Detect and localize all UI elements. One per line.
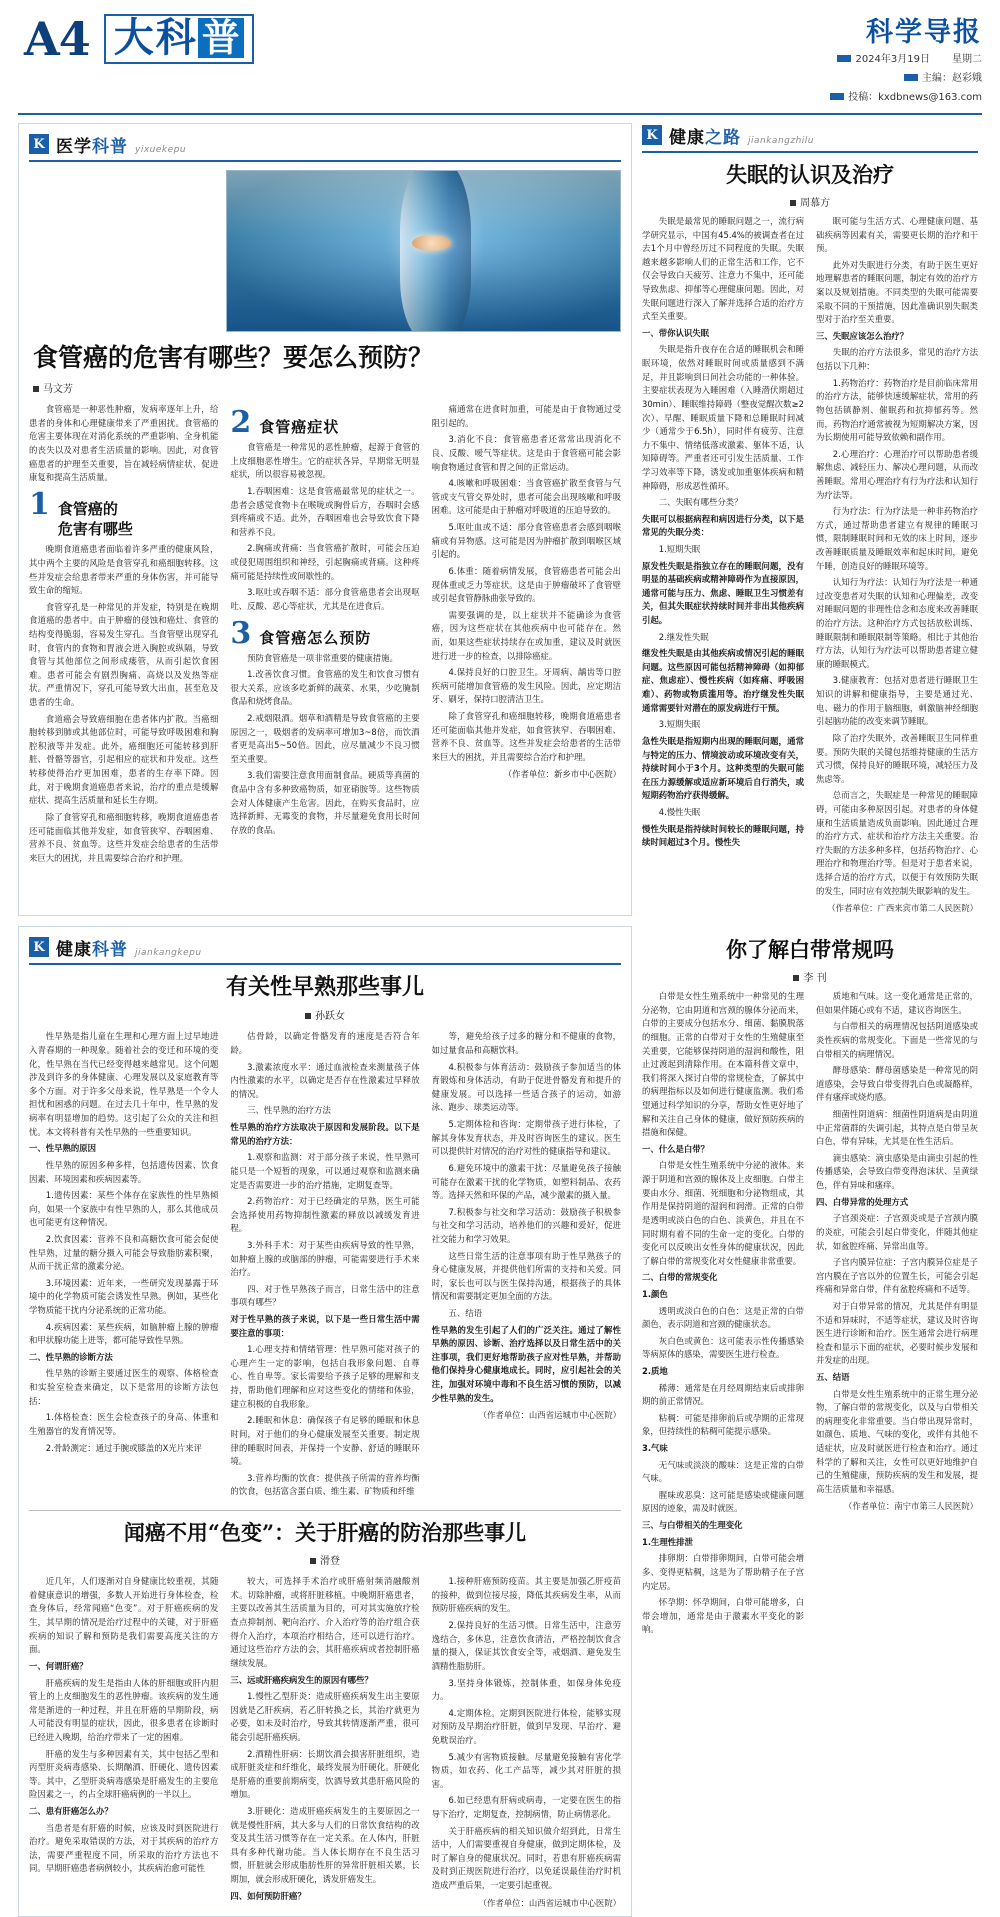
- paragraph: 肝癌疾病的发生是指由人体的肝细胞或肝内胆管上的上皮细胞发生的恶性肿瘤。该疾病的发生通常是渐进的一种过程，并且在肝癌的早期阶段，病人可能没有明显的症状，因此，很多患者在诊断时已经进入晚期，给治疗带来了一定的困难。: [29, 1677, 219, 1742]
- paragraph: 2.胸痛或背痛：当食管癌扩散时，可能会压迫或侵犯周围组织和神经，引起胸痛或背痛。这种疼痛可能是持续性或间歇性的。: [230, 543, 420, 581]
- paragraph: 透明或淡白色的白色：这是正常的白带颜色，表示阴道和宫颈的健康状态。: [642, 1305, 804, 1330]
- paragraph: 1.吞咽困难：这是食管癌最常见的症状之一。患者会感觉食物卡在喉咙或胸骨后方，吞咽时会感到疼痛或不适。此外，吞咽困难也会导致饮食下降和营养不良。: [230, 486, 420, 537]
- paragraph: 4.慢性失眠: [658, 806, 701, 817]
- masthead-meta-1: [830, 50, 982, 69]
- article2-headline: 失眠的认识及治疗: [726, 161, 894, 187]
- subheading: 失眠可以根据病程和病因进行分类，以下是常见的失眠分类：: [642, 513, 804, 538]
- paragraph: 6.如已经患有肝病或病毒，一定要在医生的指导下治疗，定期复查，控制病情，防止病情恶化。: [431, 1795, 621, 1819]
- article-leukorrhea: [642, 926, 978, 1917]
- top-block: [18, 123, 982, 916]
- article4-source: （作者单位：山西省运城市中心医院）: [478, 1897, 621, 1908]
- paragraph: 2.保持良好的生活习惯。日常生活中，注意劳逸结合，多休息，注意饮食清洁，严格控制饮食含量的摄入，保证其饮食安全等，戒烟酒、避免发生酒精性脂肪肝。: [431, 1620, 621, 1671]
- paragraph: 3.激素浓度水平：通过血液检查来测量孩子体内性激素的水平，以确定是否存在性激素过早释放的情况。: [230, 1061, 420, 1099]
- section-title: [56, 132, 128, 157]
- k-badge-icon: K: [29, 134, 49, 154]
- paragraph: 白带是女性生殖系统中分泌的液体。来源于阴道和宫颈的腺体及上皮细胞。白带主要由水分、细菌、死细胞和分泌物组成，其作用是保持阴道的湿润和润滑。正常的白带是透明或淡白色的白色、淡黄色，并且在不同时期有着不同的生命一定的变化。白带的变化可以反映出女性身体的健康状况，因此了解白带的常规变化对女性健康非常重要。: [642, 1160, 804, 1266]
- paragraph: 5.定期体检和咨询：定期带孩子进行体检，了解其身体发育状态，并及时咨询医生的建议。医生可以提供针对情况的治疗对性的健康指导和建议。: [431, 1119, 621, 1157]
- paragraph: 6.体重：随着病情发展，食管癌患者可能会出现体重或乏力等症状。这是由于肿瘤破坏了食管壁或引起食管静脉曲张导致的。: [431, 565, 621, 604]
- subheading: 一、带你认识失眠: [642, 327, 709, 338]
- masthead-meta-3: [830, 88, 982, 107]
- logo-char-3: 普: [198, 18, 244, 58]
- paragraph: 性早熟的原因多种多样，包括遗传因素、饮食因素、环境因素和疾病因素等。: [29, 1159, 219, 1184]
- subheading: 3.气味: [642, 1443, 668, 1454]
- subheading: 三、远或肝癌疾病发生的原因有哪些？: [230, 1674, 373, 1685]
- article1-h2-title: 食管癌症状: [259, 418, 340, 437]
- section-title-a: 健康: [669, 127, 705, 148]
- paragraph: 6.避免环境中的激素干扰：尽量避免孩子接触可能存在激素干扰的化学物质，如塑料制品、农药等。选择天然和环保的产品，减少激素的摄入量。: [431, 1162, 621, 1201]
- byline-square-icon: [33, 386, 39, 392]
- paragraph: 5.减少有害物质接触。尽量避免接触有害化学物质，如农药、化工产品等，减少其对肝脏的损害。: [431, 1751, 621, 1789]
- article1-lead: [29, 403, 218, 485]
- paragraph: 2.睡眠和休息：确保孩子有足够的睡眠和休息时间，对于他们的身心健康发展至关重要。制定规律的睡眠时间表，并保持一个安静、舒适的睡眠环境。: [230, 1415, 420, 1467]
- paragraph: 关于肝癌疾病的相关知识做介绍到此，日常生活中，人们需要重视自身健康，做到定期体检，及时了解自身的健康状况。同时，若患有肝癌疾病需及时到正规医院进行治疗，以免延误最佳治疗时机造成严重后果，一定要引起重视。: [431, 1825, 621, 1891]
- paragraph: 白带是女性生殖系统中一种常见的生理分泌物，它由阴道和宫颈的腺体分泌而来，白带的主要成分包括水分、细菌、黏膜脱落的细胞。正常的白带对于女性的生殖健康至关重要，它能够保持阴道的湿润和酸性，阻止过渡起到清除作用。在本篇科普文章中，我们将深入探讨白带的常规检查，了解其中的病理指标以及如何进行健康监测。我们希望通过科学知识的分享，帮助女性更好地了解和关注自己身体的健康，做好预防疾病的措施和保健。: [642, 991, 804, 1138]
- article3-columns: [29, 1030, 621, 1502]
- subheading: 继发性失眠是由其他疾病或情况引起的睡眠问题。这些原因可能包括精神障碍（如抑郁症、焦虑症）、慢性疾病（如疼痛、呼吸困难）、药物或物质滥用等。治疗继发性失眠通常需要针对潜在的原发病进行干预。: [642, 648, 804, 713]
- section-pinyin: jiankangkepu: [135, 947, 202, 958]
- section-header-yixuekepu: [29, 132, 621, 162]
- byline-square-icon: [305, 1013, 311, 1019]
- paragraph: 1.药物治疗：药物治疗是目前临床常用的治疗方法，能够快速缓解症状，常用的药物包括镇静剂、催眠药和抗抑郁药等。然而，药物治疗通常被视为短期解决方案，因为长期使用可能导致依赖和副作用。: [816, 377, 978, 443]
- paragraph: 排卵期：白带排卵期间，白带可能会增多、变得更粘稠，这是为了帮助精子在子宫内定居。: [642, 1553, 804, 1591]
- paragraph: 无气味或淡淡的酸味：这是正常的白带气味。: [642, 1459, 804, 1484]
- article1-col3-body: [432, 403, 621, 764]
- article1-h1-line2: 危害有哪些: [57, 520, 133, 539]
- article5-source: （作者单位：南宁市第三人民医院）: [844, 1501, 978, 1512]
- subheading: 原发性失眠是指独立存在的睡眠问题，没有明显的基础疾病或精神障碍作为直接原因，通常可能与压力、焦虑、睡眠卫生习惯差有关，但其失眠症状持续时间并非出其他疾病引起。: [642, 560, 804, 626]
- paragraph: 晚期食道癌患者面临着许多严重的健康风险，其中两个主要的风险是食管穿孔和癌细胞转移。这些并发症会给患者带来严重的身体伤害，并可能导致生命的缩短。: [29, 544, 219, 596]
- paragraph: 当患者是有肝癌的时候，应该及时到医院进行治疗。避免采取错误的方法，对于其疾病的治疗方法，需要严重程度不同，所采取的治疗方法也不同。早期肝癌患者病例较小，其疾病治愈可能性: [29, 1822, 219, 1874]
- paragraph: 除了治疗失眠外，改善睡眠卫生同样重要。预防失眠的关键包括维持健康的生活方式习惯，保持良好的睡眠环境，减轻压力及焦虑等。: [816, 732, 978, 784]
- paragraph: 滴虫感染：滴虫感染是由滴虫引起的性传播感染，会导致白带变得泡沫状、呈黄绿色，伴有异味和瘙痒。: [816, 1152, 978, 1191]
- paragraph: 稀薄：通常是在月经周期结束后或排卵期的前正常情况。: [642, 1382, 804, 1407]
- paragraph: 子宫内膜异位症：子宫内膜异位症是子宫内膜在子宫以外的位置生长，可能会引起疼痛和异常白带，伴有盆腔疼痛和不适等。: [816, 1257, 978, 1295]
- paragraph: 性早熟是指儿童在生理和心理方面上过早地进入青春期的一种现象。随着社会的变迁和环境的变化，性早熟在当代已经变得越来越常见。这个问题涉及到许多的身体健康、心理发展以及家庭教育等多个方面。对于许多父母来说，性早熟是一个令人担忧和困惑的问题。在过去几十年中，性早熟的发病率有明显增加的趋势。这引起了公众的关注和担忧。本文将科普有关性早熟的一些重要知识。: [29, 1031, 219, 1137]
- paragraph: 等，避免给孩子过多的糖分和不健康的食物，如过量食品和高糖饮料。: [431, 1031, 621, 1056]
- subheading: 二、患有肝癌怎么办？: [29, 1805, 113, 1816]
- article3-byline: [29, 1007, 621, 1022]
- paragraph: 较大，可选择手术治疗或肝癌射频消融酸剂术。切除肿瘤，或将肝脏移植。中晚期肝癌患者，主要以改善其生活质量为目的，可对其实施放疗检查点抑制剂、靶向治疗、介入治疗等的治疗组合获得介入治疗，本项治疗相结合，还可以进行治疗。通过这些治疗方法的会，其肝癌疾病或者控制肝癌继续发展。: [230, 1576, 420, 1668]
- masthead-meta-2: [830, 69, 982, 88]
- paragraph: 2.饮食因素：营养不良和高糖饮食可能会促使性早熟，过量的糖分摄入可能会导致脂肪素积聚，从而干扰正常的激素分泌。: [29, 1233, 219, 1272]
- issue-date: [837, 50, 930, 69]
- editor-line: [904, 69, 982, 88]
- article1-h3-number: 3: [230, 615, 252, 651]
- subheading: 一、何谓肝癌？: [29, 1660, 88, 1671]
- section-pinyin: yixuekepu: [135, 144, 187, 155]
- paragraph: 1.体格检查：医生会检查孩子的身高、体重和生殖器官的发育情况等。: [29, 1412, 219, 1436]
- paragraph: 粘稠：可能是排卵前后或孕期的正常现象，但持续性的粘稠可能提示感染。: [642, 1412, 804, 1437]
- section-title-a: 健康: [56, 939, 92, 960]
- logo-char-1: 大: [113, 14, 154, 61]
- paragraph: 与白带相关的病理情况包括阴道感染或炎性疾病的常规变化。下面是一些常见的与白带相关的病理情况。: [816, 1021, 978, 1059]
- section-title: [669, 123, 741, 148]
- section-header-jiankangzhilu: [642, 123, 978, 153]
- paragraph: 三、性早熟的治疗方法: [247, 1105, 331, 1116]
- paragraph: 2.戒烟限酒。烟草和酒精是导致食管癌的主要原因之一，吸烟者的发病率可增加3~8倍，而饮酒者更是高出5~50倍。因此，应尽量减少不良习惯至关重要。: [230, 712, 420, 764]
- paragraph: 此外对失眠进行分类，有助于医生更好地理解患者的睡眠问题，制定有效的治疗方案以及规划措施。不同类型的失眠可能需要采取不同的干预措施，因此准确识别失眠类型对于治疗至关重要。: [816, 259, 978, 325]
- paragraph: 失眠的治疗方法很多，常见的治疗方法包括以下几种：: [816, 347, 978, 372]
- paragraph: 1.慢性乙型肝炎：造成肝癌疾病发生出主要原因就是乙肝疾病，若乙肝转换之长，其治疗就更为必要，如未及时治疗，导致其转情逐渐严重，很可能会引起肝癌疾病。: [230, 1691, 420, 1742]
- article2-byline: [642, 194, 978, 209]
- article5-author: 李 刊: [803, 973, 827, 985]
- subheading: 1.颜色: [642, 1288, 668, 1299]
- paragraph: 2.药物治疗：对于已经确定的早熟，医生可能会选择使用药物抑制性激素的释放以减缓发育进程。: [230, 1196, 420, 1234]
- paragraph: 行为疗法：行为疗法是一种非药物治疗方式，通过帮助患者建立有规律的睡眠习惯，限制睡眠时间和无效的床上时间，逐步改善睡眠质量及睡眠效率和起床时间，避免午睡，创造良好的睡眠环境等。: [816, 506, 978, 571]
- paragraph: 3.消化不良：食管癌患者还常常出现消化不良、反酸、嗳气等症状。这是由于食管癌可能会影响食物通过食管和胃之间的正常运动。: [431, 434, 621, 472]
- paragraph: 3.短期失眠: [658, 719, 701, 730]
- paragraph: 食管癌是一种常见的恶性肿瘤，起源于食管的上皮细胞恶性增生。它的症状各异，早期常无明显症状，所以很容易被忽视。: [230, 442, 420, 480]
- paragraph: 3.外科手术：对于某些由疾病导致的性早熟，如肿瘤上腺的或脑部的肿瘤，可能需要进行手术来治疗。: [230, 1239, 420, 1278]
- divider: [29, 1510, 621, 1511]
- subheading: 性早熟的治疗方法取决于原因和发展阶段。以下是常见的治疗方法：: [230, 1122, 420, 1146]
- paragraph: 3.营养均衡的饮食：提供孩子所需的营养均衡的饮食，包括富含蛋白质、维生素、矿物质和纤维: [230, 1472, 420, 1497]
- article3-col-1: [29, 1030, 218, 1502]
- section-title-a: 医学: [56, 136, 92, 157]
- bar-icon: [904, 74, 918, 81]
- article4-author: 滑登: [320, 1556, 340, 1568]
- email-line[interactable]: [830, 88, 982, 107]
- hero-title-col: [29, 170, 216, 332]
- paragraph: 1.心理支持和情绪管理：性早熟可能对孩子的心理产生一定的影响，包括自我形象问题、自尊心、性自卑等。家长需要给予孩子足够的理解和支持，帮助他们理解和应对这些变化的情绪和体验，建立积极的自我形象。: [230, 1344, 420, 1409]
- subheading: 对于性早熟的孩子来说，以下是一些日常生活中需要注意的事项：: [230, 1314, 420, 1338]
- weekday: 星期二: [952, 53, 982, 65]
- article3-col-2: [230, 1030, 419, 1502]
- paragraph: 腥味或恶臭：这可能是感染或健康问题原因的迹象，需及时就医。: [642, 1489, 804, 1514]
- article1-h3-body: [230, 652, 419, 838]
- paragraph: 白带是女性生殖系统中的正常生理分泌物，了解白带的常规变化，以及与白带相关的病理变化非常重要。当白带出现异常时，如颜色、质地、气味的变化，或伴有其他不适症状，应及时就医进行检查和治疗。通过科学的了解和关注，女性可以更好地维护自己的生殖健康，预防疾病的发生和发展，提高生活质量和幸福感。: [816, 1388, 978, 1494]
- article1-h1-line1: 食管癌的: [57, 499, 118, 518]
- editor-text: 主编：赵彩娥: [922, 72, 982, 84]
- k-badge-icon: K: [29, 937, 49, 957]
- subheading: 1.生理性排泄: [642, 1536, 693, 1547]
- paragraph: 食管穿孔是一种常见的并发症，特别是在晚期食道癌的患者中。由于肿瘤的侵蚀和癌灶、食管的结构变得脆弱，容易发生穿孔。当食管壁出现穿孔时，食管内的食物和胃液会进入胸腔或纵隔，导致食管与其他部位之间形成瘘管，从而引起饮食困难。患者可能会有剧烈胸痛、高烧以及发热等症状。严重情况下，穿孔可能导致大出血，甚至危及患者的生命。: [29, 601, 219, 708]
- subheading: 三、与白带相关的生理变化: [642, 1520, 743, 1531]
- article5-columns: [642, 990, 978, 1640]
- paragraph: 预防食管癌是一项非常重要的健康措施。: [247, 652, 398, 663]
- article5-col-1: [642, 990, 804, 1640]
- subheading: 一、性早熟的原因: [29, 1143, 96, 1154]
- paragraph: 4.保持良好的口腔卫生。牙周病、龋齿等口腔疾病可能增加食管癌的发生风险。因此，应定期洁牙、刷牙，保持口腔清洁卫生。: [431, 667, 621, 705]
- byline-square-icon: [310, 1558, 316, 1564]
- article2-col-1: [642, 215, 804, 916]
- paragraph: 怀孕期：怀孕期间，白带可能增多，白带会增加，通常是由于激素水平变化的影响。: [642, 1597, 804, 1635]
- k-badge-icon: K: [642, 125, 662, 145]
- section-title-b: 科普: [92, 136, 128, 157]
- paragraph: 二、失眠有哪些分类？: [658, 497, 743, 508]
- paragraph: 质地和气味。这一变化通常是正常的，但如果伴随心或有不适，建议咨询医生。: [816, 991, 978, 1015]
- paragraph: 灰白色或黄色：这可能表示性传播感染等病原体的感染，需要医生进行检查。: [642, 1335, 804, 1360]
- illustration-vignette: [227, 171, 620, 331]
- subheading: 二、性早熟的诊断方法: [29, 1351, 113, 1362]
- subheading: 四、如何预防肝癌？: [230, 1890, 306, 1901]
- paragraph: 四、对于性早熟孩子而言，日常生活中的注意事项有哪些？: [230, 1283, 420, 1308]
- subheading: 慢性失眠是指持续时间较长的睡眠问题，持续时间超过3个月。慢性失: [642, 823, 804, 848]
- paragraph: 认知行为疗法：认知行为疗法是一种通过改变患者对失眠的认知和心理偏差，改变对睡眠问题的非理性信念和态度来改善睡眠的治疗方法。这种治疗方式包括放松训练、睡眠限制和睡眠限制等策略。相比于其他治疗方法，认知行为疗法可以帮助患者建立健康的睡眠模式。: [816, 577, 978, 669]
- article4-col-1: [29, 1575, 218, 1910]
- section-header-jiankangkepu: [29, 935, 621, 965]
- article1-byline: [33, 380, 621, 395]
- article1-h1-title: [58, 499, 133, 540]
- hero-area: [29, 170, 621, 332]
- paragraph: 食管癌是一种恶性肿瘤，发病率逐年上升，给患者的身体和心理健康带来了严重困扰。食管癌的危害主要体现在对消化系统的严重影响、全身机能的丧失以及对患者生活质量的影响。因此，对食管癌患者的护理至关重要，旨在减轻病情症状、促进康复和提高生活质量。: [29, 404, 219, 483]
- newspaper-title: 科学导报: [866, 17, 982, 48]
- article3-headline: 有关性早熟那些事儿: [225, 973, 424, 1000]
- subheading: 四、白带异常的处理方式: [816, 1196, 909, 1207]
- section-title-b: 科普: [92, 939, 128, 960]
- article2-columns: [642, 215, 978, 916]
- subheading: 五、结语: [816, 1371, 850, 1382]
- section-title-b: 之路: [705, 127, 741, 148]
- article1-h3-title: 食管癌怎么预防: [259, 628, 372, 647]
- bar-icon: [837, 55, 851, 62]
- esophagus-illustration: [226, 170, 621, 332]
- article4-headline: 闻癌不用“色变”：关于肝癌的防治那些事儿: [123, 1519, 527, 1545]
- paragraph: 1.改善饮食习惯。食管癌的发生和饮食习惯有很大关系，应该多吃新鲜的蔬菜、水果，少吃腌制食品和烧烤食品。: [230, 669, 420, 707]
- article1-h2-number: 2: [230, 405, 252, 441]
- paragraph: 4.定期体检。定期到医院进行体检，能够实现对预防及早期治疗肝脏，做到早发现、早治疗、避免耽误治疗。: [431, 1707, 621, 1745]
- paragraph: 3.呕吐或吞咽不适：部分食管癌患者会出现呕吐、反酸、恶心等症状，尤其是在进食后。: [230, 587, 420, 611]
- article5-col-2: [816, 990, 978, 1640]
- paragraph: 1.观察和监测：对于部分孩子来说，性早熟可能只是一个短暂的现象，可以通过观察和监测来确定是否需要进一步的治疗措施，定期复查等。: [230, 1152, 420, 1190]
- paragraph: 需要强调的是，以上症状并不能确诊为食管癌，因为这些症状在其他疾病中也可能存在。然而，如果这些症状持续存在或加重，建议及时就医进行进一步的检查，以排除癌症。: [431, 609, 621, 661]
- article3-author: 孙跃女: [315, 1011, 345, 1023]
- logo-char-2: 科: [155, 14, 196, 61]
- paragraph: 除了食管穿孔和癌细胞转移，晚期食道癌患者还可能面临其他并发症，如食管狭窄、吞咽困难、营养不良、贫血等。这些并发症会给患者的生活带来巨大的困扰，并且需要综合治疗和护理。: [431, 710, 621, 762]
- article1-h3: [230, 615, 419, 651]
- bottom-block: [18, 926, 982, 1917]
- paragraph: 失眠是最常见的睡眠问题之一，流行病学研究显示，中国有45.4%的被调查者在过去1个月中曾经历过不同程度的失眠。失眠越来越多影响人们的正常生活和工作，它不仅会导致白天疲劳、注意力不集中，还可能导致焦虑、抑郁等心理健康问题。因此，对失眠问题进行深入了解并选择合适的治疗方式至关重要。: [642, 215, 804, 322]
- article-insomnia: [642, 123, 978, 916]
- paragraph: 食道癌会导致癌细胞在患者体内扩散。当癌细胞转移到肺或其他部位时，可能导致呼吸困难和胸腔积液等并发症。此外，癌细胞还可能转移到肝脏、骨骼等器官，引起相应的症状和并发症。这些转移使得治疗更加困难，患者的生存率下降。因此，对于晚期食道癌患者来说，治疗的重点是缓解症状、提高生活质量和延长生存期。: [29, 713, 219, 806]
- paragraph: 1.接种肝癌预防疫苗。其主要是加强乙肝疫苗的接种，做到位接尽接，降低其疾病发生率，从而预防肝癌疾病的发生。: [431, 1576, 621, 1614]
- paragraph: 2.继发性失眠: [658, 631, 709, 642]
- article1-h1-body: [29, 543, 218, 865]
- paragraph: 对于白带异常的情况，尤其是伴有明显不适和异味时，不适等症状，建议及时咨询医生进行诊断和治疗。医生通常会进行病理检查和显示下面的症状，必要时候步发展和并发症的出现。: [816, 1300, 978, 1366]
- subheading: 一、什么是白带？: [642, 1143, 709, 1154]
- article4-col-3: [432, 1575, 621, 1910]
- article4-col-2: [230, 1575, 419, 1910]
- paragraph: 3.健康教育：包括对患者进行睡眠卫生知识的讲解和健康指导，主要是通过光、电、磁力的作用于脑细胞，刺激脑神经细胞引起脑功能的改变来调节睡眠。: [816, 675, 978, 727]
- paragraph: 5.呕吐血或不适：部分食管癌患者会感到咽喉痛或有异物感。这可能是因为肿瘤扩散到咽喉区域引起的。: [431, 522, 621, 560]
- article2-col-2: [816, 215, 978, 916]
- paragraph: 3.肝硬化：造成肝癌疾病发生的主要原因之一就是慢性肝病，其大多与人们的日常饮食结构的改变及其生活习惯等存在一定关系。在人体内，肝脏具有多种代谢功能。当人体长期存在不良生活习惯，肝脏就会形成脂肪性肝的异常肝脏相关累，长期加，就会形成肝硬化，诱发肝癌发生。: [230, 1805, 420, 1885]
- section-logo: [104, 14, 254, 64]
- paragraph: 2.酒精性肝病：长期饮酒会损害肝脏组织，造成肝脏炎症和纤维化，最终发展为肝硬化。肝硬化是肝癌的重要前期病变，饮酒导致其患肝癌风险的增加。: [230, 1748, 420, 1800]
- article1-h1: [29, 486, 218, 540]
- article-precocious-puberty-and-liver: [18, 926, 632, 1917]
- paragraph: 细菌性阴道病：细菌性阴道病是由阴道中正常菌群的失调引起，其特点是白带呈灰白色，带有异味，尤其是在性生活后。: [816, 1109, 978, 1147]
- paragraph: 五、结语: [448, 1308, 482, 1319]
- paragraph: 估骨龄，以确定骨骼发育的速度是否符合年龄。: [230, 1031, 420, 1056]
- article2-author: 周慕方: [800, 197, 830, 209]
- paragraph: 总而言之，失眠症是一种常见的睡眠障碍，可能由多种原因引起。对患者的身体健康和生活质量造成负面影响。因此通过合理的治疗方式、症状和治疗方法主关重要。治疗失眠的方法多种多样，包括药物治疗、心理治疗和物理治疗等。但是对于患者来说，选择合适的治疗方式，以便于有效预防失眠的发生，同时应有效控制失眠影响的发生。: [816, 790, 978, 896]
- article1-headline: 食管癌的危害有哪些？要怎么预防？: [33, 342, 434, 372]
- paragraph: 3.我们需要注意食用面制食品。硬质等真菌的食品中含有多种致癌物质，如亚硝胺等。这些物质会对人体健康产生危害。因此，在购买食品时，应选择新鲜、无霉变的食物，并尽量避免食用长时间存放的食品。: [230, 770, 420, 835]
- paragraph: 痛通常在进食时加重，可能是由于食物通过受阻引起的。: [431, 404, 621, 428]
- paragraph: 4.积极参与体育活动：鼓励孩子参加适当的体育锻炼和身体活动，有助于促进骨骼发育和提升的健康发展。可以选择一些适合孩子的运动，如游泳、跑步、球类运动等。: [431, 1061, 621, 1113]
- paragraph: 1.短期失眠: [658, 544, 701, 554]
- paragraph: 2.心理治疗：心理治疗可以帮助患者缓解焦虑、减轻压力、解决心理问题，从而改善睡眠。常用心理治疗有行为疗法和认知行为疗法等。: [816, 448, 978, 500]
- article1-col-3: [432, 403, 621, 868]
- section-title: [56, 935, 128, 960]
- article1-col-2: [230, 403, 419, 868]
- paragraph: 3.坚持身体锻炼，控制体重，如保身体免疫力。: [431, 1677, 621, 1702]
- subheading: 急性失眠是指短期内出现的睡眠问题，通常与特定的压力、情境波动或环境改变有关，持续时间小于3个月。这种类型的失眠可能在压力源缓解或适应新环境后自行消失，或短期药物治疗获得缓解。: [642, 735, 804, 801]
- paragraph: 酵母感染：酵母菌感染是一种常见的阴道感染，会导致白带变得乳白色或凝酪样，伴有瘙痒或烧灼感。: [816, 1065, 978, 1103]
- paragraph: 子宫颈炎症：子宫颈炎或是子宫颈内膜的炎症，可能会引起白带变化，伴随其他症状，如盆腔疼痛、异常出血等。: [816, 1213, 978, 1251]
- paragraph: 除了食管穿孔和癌细胞转移，晚期食道癌患者还可能面临其他并发症，如食管狭窄、吞咽困难、营养不良、贫血等。这些并发症会给患者的生活带来巨大的困扰，并且需要综合治疗和护理。: [29, 811, 219, 863]
- paragraph: 4.疾病因素：某些疾病，如脑肿瘤上腺的肿瘤和甲状腺功能上进等，都可能导致性早熟。: [29, 1321, 219, 1346]
- issue-date-text: 2024年3月19日: [855, 53, 930, 65]
- masthead: [18, 14, 982, 115]
- article-esophageal-cancer: [18, 123, 632, 916]
- paragraph: 眠可能与生活方式、心理健康问题、基础疾病等因素有关，需要更长期的治疗和干预。: [816, 215, 978, 254]
- paragraph: 这些日常生活的注意事项有助于性早熟孩子的身心健康发展，并提供他们所需的支持和关爱。同时，家长也可以与医生保持沟通，根据孩子的具体情况和需要制定更加全面的方法。: [431, 1250, 621, 1302]
- article3-col-3: [432, 1030, 621, 1502]
- section-pinyin: jiankangzhilu: [748, 135, 814, 146]
- article4-columns: [29, 1575, 621, 1910]
- article5-byline: [642, 969, 978, 984]
- paragraph: 2.骨龄测定：通过手腕或膝盖的X光片来评: [45, 1442, 202, 1453]
- article1-h2-body: [230, 441, 419, 613]
- article1-h2: [230, 405, 419, 441]
- paragraph: 7.积极参与社交和学习活动：鼓励孩子积极参与社交和学习活动，培养他们的兴趣和爱好，促进社交能力和学习效果。: [431, 1206, 621, 1244]
- byline-square-icon: [793, 975, 799, 981]
- paragraph: 近几年，人们逐渐对自身健康比较重视，其随着健康意识的增强，多数人开始进行身体检查，检查身体后，经常闻癌“色变”。对于肝癌疾病的发生，其早期的情况是治疗过程中的关键，对于肝癌疾病的知识了解和预防是我们需要高度关注的方面。: [29, 1576, 219, 1655]
- bar-icon: [830, 93, 844, 100]
- email-text: 投稿：kxdbnews@163.com: [848, 91, 982, 103]
- subheading: 2.质地: [642, 1365, 668, 1376]
- article5-headline: 你了解白带常规吗: [726, 936, 894, 962]
- article1-h1-number: 1: [29, 486, 50, 522]
- subheading: 三、失眠应该怎么治疗？: [816, 330, 909, 341]
- subheading: 二、白带的常规变化: [642, 1272, 718, 1283]
- paragraph: 4.咳嗽和呼吸困难：当食管癌扩散至食管与气管或支气管交界处时，患者可能会出现咳嗽和呼吸困难。这可能是由于肿瘤对呼吸道的压迫导致的。: [431, 478, 621, 516]
- article1-columns: [29, 403, 621, 868]
- article1-col-1: [29, 403, 218, 868]
- article3-source: （作者单位：山西省运城市中心医院）: [478, 1410, 621, 1421]
- byline-square-icon: [790, 200, 796, 206]
- masthead-left: [18, 14, 254, 64]
- page-number: A4: [24, 12, 90, 66]
- article1-source: （作者单位：新乡市中心医院）: [503, 769, 621, 780]
- subheading: 性早熟的发生引起了人们的广泛关注。通过了解性早熟的原因、诊断、治疗选择以及日常生活中的关注事项，我们更好地帮助孩子应对性早熟，并帮助他们保持身心健康地成长。同时，应引起社会的关注，加强对环境中毒和不良生活习惯的预防，以减少性早熟的发生。: [431, 1324, 621, 1403]
- paragraph: 1.遗传因素：某些个体存在家族性的性早熟倾向，如果一个家族中有性早熟的人，那么其他成员也可能更有这种情况。: [29, 1190, 219, 1228]
- masthead-right: [830, 14, 982, 107]
- article4-byline: [29, 1552, 621, 1567]
- article2-source: （作者单位：广西来宾市第二人民医院）: [827, 903, 978, 914]
- paragraph: 肝癌的发生与多种因素有关，其中包括乙型和丙型肝炎病毒感染、长期酗酒、肝硬化、遗传因素等。其中，乙型肝炎病毒感染是肝癌发生的主要危险因素之一，约占全球肝癌病例的一半以上。: [29, 1748, 219, 1800]
- paragraph: 失眠是指升夜存在合适的睡眠机会和睡眠环境，依然对睡眠时间或质量感到不满足，并且影响到日间社会功能的一种体验。主要症状表现为入睡困难（入睡潜伏期超过30min）、睡眠维持障碍（整夜觉醒次数≥2次）、早醒、睡眠质量下降和总睡眠时间减少（通常少于6.5h），同时伴有疲劳、注意力不集中、情绪低落或激素、躯体不适，认知障碍等。严重者还可引发生活质量、工作学习效率等下降，诱发或加重躯体疾病和精神障碍，形成恶性循环。: [642, 344, 804, 491]
- paragraph: 3.环境因素：近年来，一些研究发现暴露于环境中的化学物质可能会诱发性早熟。例如，某些化学物质能干扰内分泌系统的正常功能。: [29, 1277, 219, 1316]
- article1-author: 马文芳: [43, 384, 73, 396]
- paragraph: 性早熟的诊断主要通过医生的观察、体格检查和实验室检查来确定，以下是常用的诊断方法包括：: [29, 1368, 219, 1406]
